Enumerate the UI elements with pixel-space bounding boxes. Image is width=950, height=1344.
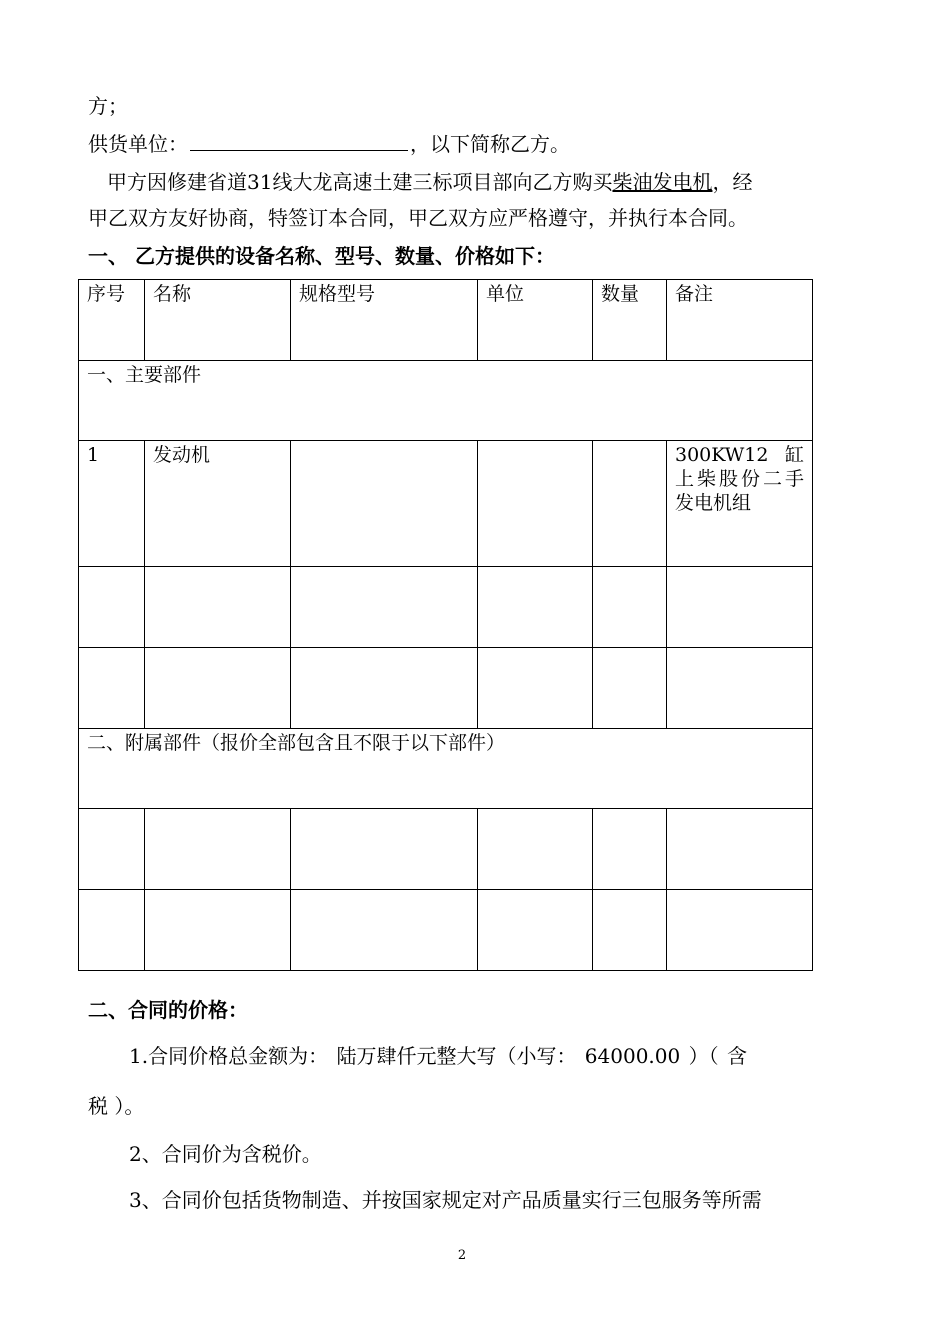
group-row-accessory [79,729,813,809]
cell-no [79,567,145,648]
supplier-blank[interactable] [190,132,408,151]
cell-remark [667,809,813,890]
cell-spec [291,890,478,971]
page-number: 2 [457,1248,467,1263]
purchase-text-end: ，经 [712,170,753,194]
cell-qty [593,890,667,971]
product-name: 柴油发电机 [612,170,713,194]
cell-spec [291,441,478,567]
group-label-main: 一、主要部件 [79,361,813,441]
header-cell: 单位 [478,280,593,361]
table-row [79,890,813,971]
cell-no [79,890,145,971]
cell-no: 1 [79,441,145,567]
cell-unit [478,809,593,890]
cell-qty [593,567,667,648]
group-label-accessory: 二、附属部件（报价全部包含且不限于以下部件） [79,729,813,809]
table-row [79,648,813,729]
cell-no [79,809,145,890]
purchase-paragraph-line [107,168,752,196]
header-cell: 备注 [667,280,813,361]
purchase-text: 甲方因修建省道31线大龙高速土建三标项目部向乙方购买 [107,170,613,194]
supplier-line [88,130,570,158]
intro-line-1: 方； [88,94,128,118]
header-cell: 规格型号 [291,280,478,361]
cell-qty [593,441,667,567]
cell-unit [478,890,593,971]
cell-unit [478,441,593,567]
cell-spec [291,567,478,648]
section1-heading: 一、 乙方提供的设备名称、型号、数量、价格如下： [88,244,555,268]
cell-remark [667,890,813,971]
cell-name: 发动机 [145,441,291,567]
header-cell: 数量 [593,280,667,361]
cell-spec [291,648,478,729]
header-cell: 名称 [145,280,291,361]
cell-name [145,567,291,648]
table-header-row [79,280,813,361]
cell-unit [478,567,593,648]
cell-remark [667,567,813,648]
header-cell: 序号 [79,280,145,361]
cell-name [145,648,291,729]
price-item-3: 3、合同价包括货物制造、并按国家规定对产品质量实行三包服务等所需 [129,1188,762,1212]
cell-spec [291,809,478,890]
cell-remark [667,648,813,729]
supplier-label: 供货单位： [88,132,188,156]
cell-name [145,890,291,971]
price-item-1: 1.合同价格总金额为： 陆万肆仟元整大写（小写： 64000.00 ）（ 含 [129,1044,747,1068]
table-row [79,567,813,648]
cell-no [79,648,145,729]
table-row [79,441,813,567]
supplier-suffix: ，以下简称乙方。 [410,132,570,156]
price-item-1-cont: 税 ）。 [88,1094,145,1118]
section2-heading: 二、合同的价格： [88,998,248,1022]
agreement-line: 甲乙双方友好协商，特签订本合同，甲乙双方应严格遵守，并执行本合同。 [88,206,748,230]
price-item-2: 2、合同价为含税价。 [129,1142,322,1166]
group-row-main [79,361,813,441]
cell-name [145,809,291,890]
cell-qty [593,809,667,890]
table-row [79,809,813,890]
cell-qty [593,648,667,729]
cell-remark: 300KW12缸上柴股份二手发电机组 [667,441,813,567]
equipment-table [78,279,813,971]
cell-unit [478,648,593,729]
